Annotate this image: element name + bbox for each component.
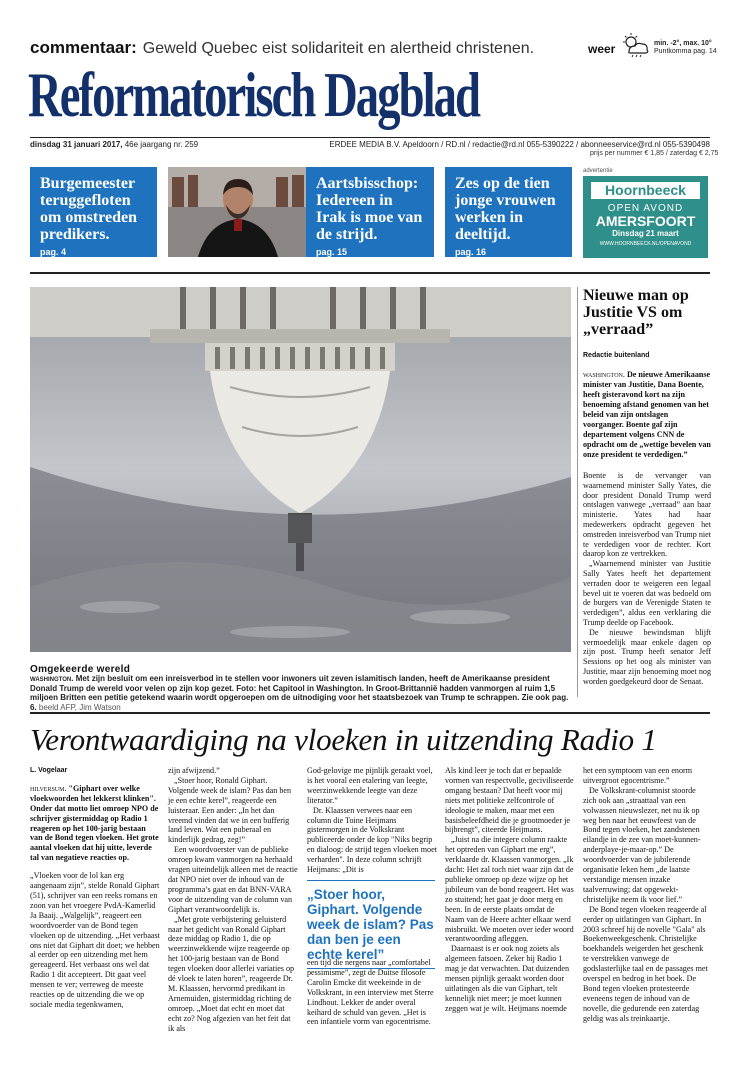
- issue-date: dinsdag 31 januari 2017,: [30, 140, 123, 149]
- teaser-vrouwen-deeltijd[interactable]: [445, 167, 572, 257]
- issue-info: [30, 140, 198, 149]
- issue-edition: 46e jaargang nr. 259: [124, 140, 199, 149]
- caption-text: Met zijn besluit om een inreisverbod in te stellen voor inwoners uit zeven islamitisch landen, heeft de Amerikaanse president Donald Trump de wereld voor velen op zijn kop gezet. Foto: het Capitool in Washington. In Groot-Brittannië hadden vanmorgen al ruim 1,5 miljoen Britten een petitie getekend waarin wordt opgeroepen om de uitnodiging voor het staatsbezoek van Trump te schrappen. Zie ook pag. 6.: [30, 674, 569, 712]
- teaser-title: Aartsbisschop: Iedereen in Irak is moe van de strijd.: [316, 175, 423, 243]
- article-paragraph: een tijd die nergens naar „comfortabel pessimisme”, zegt de Duitse filosofe Carolin Emcke dit weekeinde in de Volkskrant, in een interview met Sterre Lindhout. Lekker de ander overal keihard de schuld van geven. „Het is een infantiele vorm van egocentrisme.: [307, 958, 434, 1027]
- article-column-4: [445, 766, 575, 1014]
- caption-place: washington.: [30, 674, 74, 683]
- article-byline: L. Vogelaar: [30, 767, 68, 774]
- teaser-title: Burgemeester teruggefloten om omstreden predikers.: [40, 175, 138, 243]
- side-article-paragraph: Boente is de vervanger van waarnemend minister Sally Yates, die door president Donald Trump werd ontslagen vanwege „verraad” aan haar ministerie. Yates had haar medewerkers opdracht gegeven het omstreden inreisverbod van Trump niet te verdedigen voor de rechter. Kort daarop kon ze vertrekken.: [583, 471, 711, 559]
- ad-label: advertentie: [583, 168, 613, 174]
- capitol-reflection-image: [30, 287, 571, 652]
- article-paragraph: Als kind leer je toch dat er bepaalde vormen van respectvolle, geciviliseerde omgang bestaan? Dat heeft voor mij niets met politieke zelfcontrole of ideologie te maken, maar met een basisbeleefdheid die je grootmoeder je bijbrengt”, citeerde Heijmans.: [445, 766, 574, 835]
- article-paragraph: zijn afwijzend.”: [168, 766, 220, 775]
- article-paragraph: Daarnaast is er ook nog zoiets als algemeen fatsoen. Zeker bij Radio 1 mag je dat verwachten. Dat duizenden mensen pijnlijk geraakt worden door uitlatingen als die van Giphart, telt kennelijk niet meer; je moet kunnen zeggen wat je wilt. Heijmans noemde: [445, 944, 570, 1013]
- side-article-lead: [583, 370, 711, 460]
- side-article-paragraph: „Waarnemend minister van Justitie Sally Yates heeft het departement verraden door te weigeren een legaal bevel uit te voeren dat was bedoeld om de burgers van de Verenigde Staten te verdedigen”, aldus een verklaring die Trump deelde op Facebook.: [583, 559, 711, 627]
- commentaar-label: commentaar:: [30, 38, 137, 57]
- ad-line-date: Dinsdag 21 maart: [612, 229, 679, 238]
- article-paragraph: „Stoer hoor, Ronald Giphart. Volgende week de islam? Pas dan ben je een echte kerel”, reageerde een luisteraar. Een ander: „In het dan vreemd vinden dat we in een bufferig land leven. Wat een puberaal en kinderlijk gedrag, zeg!”: [168, 775, 292, 845]
- article-paragraph: De Bond tegen vloeken reageerde al eerder op uitlatingen van Giphart. In 2003 schreef hij de novelle "Gala" als Boekenweekgeschenk. Christelijke boekhandels weigerden het geschenk te verstrekken vanwege de godslasterlijke taal en de passages met overspel en bedrog in het boek. De Bond tegen vloeken protesteerde eveneens tegen de inhoud van de novelle, die gedurende een zaterdag geldig was als treinkaartje.: [583, 904, 708, 1023]
- side-article-title[interactable]: Nieuwe man op Justitie VS om „verraad”: [583, 287, 689, 338]
- article-paragraph: De Volkskrant-columnist stoorde zich ook aan „straattaal van een volwassen nieuwslezer, net nu ik op weg ben naar het eeuwfeest van de Bond tegen vloeken, het zandstenen eilandje in de zee van moet-kunnen-anderplaye-je-maar-op.” De woordvoerder van de jubilerende organisatie leken hem „de laatste verstandige mensen inzake taalverruwing; dat opgewekt-christelijke neem ik voor lief.”: [583, 785, 701, 904]
- weer-info: [654, 40, 717, 56]
- article-column-5: [583, 766, 710, 1024]
- weer-ref: Puntkomma pag. 14: [654, 48, 717, 55]
- publisher-contact: ERDEE MEDIA B.V. Apeldoorn / RD.nl / redactie@rd.nl 055-5390222 / abonneeservice@rd.nl 055-5390498: [329, 140, 710, 149]
- article-paragraph: Een woordvoerster van de publieke omroep kwam vanmorgen na herhaald vragen uiteindelijk alleen met de reactie dat NPO niet over de inhoud van de programma’s gaat en dat BNN-VARA voor de uitzending van de column van Giphart verantwoordelijk is.: [168, 845, 298, 914]
- side-column-rule: [577, 287, 578, 697]
- side-article-place: washington.: [583, 370, 625, 379]
- article-paragraph: „Met grote verbijstering geluisterd naar het gedicht van Ronald Giphart deze middag op Radio 1, die op weerzinwekkende wijze reageerde op het 100-jarig bestaan van de Bond tegen vloeken door allerlei variaties op dé vloek te laten horen”, reageerde Dr. M. Klaassen, hervormd predikant in Arnemuiden, gistermiddag richting de omroep. „Moet dat echt en moet dat echt zo? Nog afgezien van het feit dat ik als: [168, 914, 295, 1033]
- pull-quote: „Stoer hoor, Giphart. Volgende week de islam? Pas dan ben je een echte kerel”: [307, 880, 435, 969]
- teaser-burgemeester[interactable]: [30, 167, 157, 257]
- capitol-reflection-photo: [30, 287, 571, 652]
- date-bar: [30, 140, 710, 149]
- masthead-title: Reformatorisch Dagblad: [28, 60, 480, 130]
- archbishop-photo: [168, 167, 306, 257]
- article-paragraph: God-gelovige me pijnlijk geraakt voel, is het vooral een etalering van leegte, weerzinwekkende leegte van deze literator.”: [307, 766, 433, 805]
- photo-credit: beeld AFP, Jim Watson: [38, 702, 121, 712]
- commentaar-text: Geweld Quebec eist solidariteit en alertheid christenen.: [142, 40, 535, 57]
- main-headline[interactable]: Verontwaardiging na vloeken in uitzending Radio 1: [30, 722, 657, 757]
- ad-line-open-avond: OPEN AVOND: [607, 203, 684, 214]
- article-paragraph: het een symptoom van een enorm uitvergroot egocentrisme.”: [583, 766, 693, 785]
- article-column-1: [30, 766, 160, 1010]
- weather-cloud-sun-icon: [620, 32, 650, 58]
- article-column-3: [307, 766, 437, 875]
- photo-caption-title: Omgekeerde wereld: [30, 664, 131, 675]
- masthead-rule: [30, 137, 710, 138]
- teaser-page: pag. 15: [316, 247, 348, 257]
- side-article-paragraph: De nieuwe bewindsman blijft vermoedelijk maar enkele dagen op zijn post. Trump heeft senator Jeff Sessions op het oog als minister van Justitie, maar zijn benoeming moet nog worden goedgekeurd door de Senaat.: [583, 627, 711, 686]
- side-article-lead-text: De nieuwe Amerikaanse minister van Justitie, Dana Boente, heeft gisteravond kort na zijn benoeming afstand genomen van het beleid van zijn ontslagen voorganger. Boente gaf zijn departement volgens CNN de opdracht om de „wettige bevelen van onze president te verdedigen.”: [583, 370, 711, 459]
- side-article-byline: Redactie buitenland: [583, 352, 650, 359]
- article-paragraph: „Vloeken voor de lol kan erg aangenaam zijn”, stelde Ronald Giphart (51), schrijver van een reeks romans en zoon van het vroegere PvdA-Kamerlid Ja Baaij. „Walgelijk”, reageert een woordvoerder van de Bond tegen vloeken op de uitzending. „Het verbaast ons niet dat Giphart dit doet; we hebben al eerder op een uitzending met hem gereageerd. Het verbaast ons wel dat Radio 1 dit accepteert. Dit gaat veel mensen te ver; verreweg de meeste reacties op de uitzending die we op sociale media tegenkwamen,: [30, 871, 160, 1009]
- teaser-page: pag. 4: [40, 247, 67, 257]
- article-column-3-continued: [307, 958, 437, 1027]
- teaser-rule: [30, 272, 710, 274]
- photo-caption: [30, 674, 571, 712]
- archbishop-photo-image: [168, 167, 306, 257]
- hoornbeeck-advertisement[interactable]: [583, 176, 708, 258]
- price-info: prijs per nummer € 1,85 / zaterdag € 2,75: [590, 150, 719, 157]
- teaser-page: pag. 16: [455, 247, 487, 257]
- article-place: hilversum.: [30, 783, 67, 793]
- ad-brand: Hoornbeeck: [591, 182, 700, 199]
- article-lead-text: "Giphart over welke vloekwoorden het lekkerst klinken". Onder dat motto liet omroep NPO de schrijver gistermiddag op Radio 1 reageren op het 100-jarig bestaan van de Bond tegen vloeken. Het grote aantal vloeken dat hij uitte, leverde tal van negatieve reacties op.: [30, 783, 159, 863]
- article-paragraph: „Juist na die integere column raakte het optreden van Giphart me erg”, verklaarde dr. Klaassen vanmorgen. „Ik dacht: Het zal toch niet waar zijn dat de publieke omroep op deze wijze op het jubileum van de bond reageert. Het was zo stuitend; het gaat je door merg en been. In de eerste plaats omdat de Naam van de Heere achter elkaar werd misbruikt. We moeten over ieder woord verantwoording afleggen.: [445, 835, 574, 944]
- commentaar-teaser[interactable]: [30, 38, 534, 58]
- teaser-title: Zes op de tien jonge vrouwen werken in deeltijd.: [455, 175, 556, 243]
- side-article-body: [583, 471, 711, 687]
- teaser-aartsbisschop[interactable]: [306, 167, 434, 257]
- ad-line-url: WWW.HOORNBEECK.NL/OPENAVOND: [599, 241, 692, 247]
- ad-line-city: AMERSFOORT: [595, 213, 696, 229]
- article-lead: [30, 784, 160, 863]
- headline-rule: [30, 712, 710, 714]
- article-paragraph: Dr. Klaassen verwees naar een column die Toine Heijmans gistermorgen in de Volkskrant publiceerde onder de kop "Niks begrip en dialoog: de strijd tegen vloeken moet verharden". In deze column schrijft Heijmans: „Dit is: [307, 805, 437, 875]
- article-column-2: [168, 766, 298, 1033]
- weer-label: weer: [588, 42, 616, 56]
- weer-temp: min. -2°, max. 10°: [654, 40, 712, 47]
